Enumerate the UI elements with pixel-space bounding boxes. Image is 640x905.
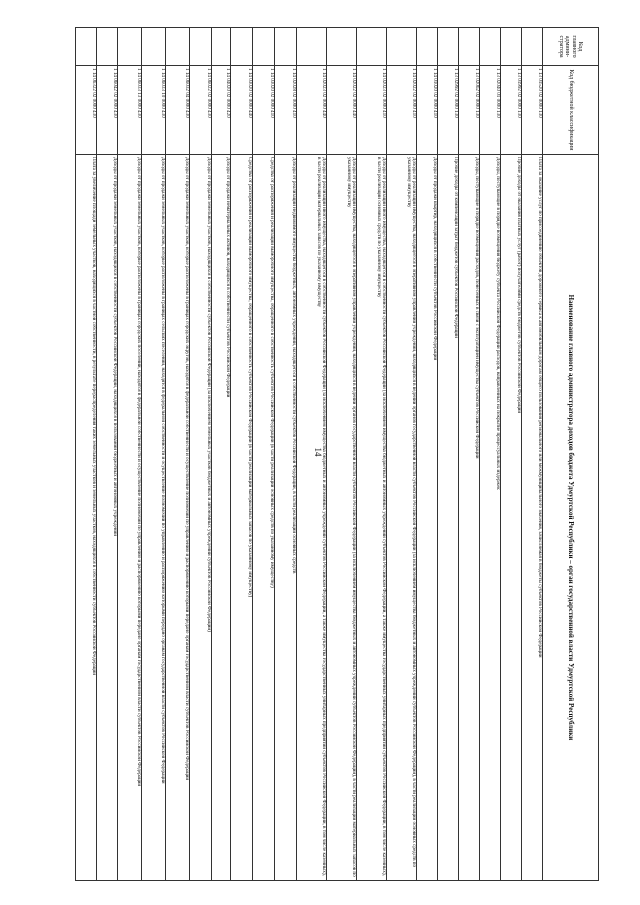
revenue-name-cell: Доходы от продажи земельных участков, которые расположены в границах сельских поселений, находятся в федеральной собственности и осуществление полномочий по управлению и распоряжению которыми передано органам государственной власти субъектов Российской Федерации bbox=[142, 155, 166, 881]
table-row bbox=[166, 28, 190, 881]
admin-code-cell bbox=[357, 28, 387, 66]
page-number: 14 bbox=[313, 447, 323, 457]
table-row bbox=[438, 28, 459, 881]
revenue-codes-table bbox=[75, 27, 599, 881]
revenue-name-cell: Доходы, поступающие в порядке возмещения бюджету субъекта Российской Федерации расходов, направленных на покрытие процессуальных издержек bbox=[480, 155, 501, 881]
revenue-name-cell: Плата за увеличение площади земельных участков, находящихся в частной собственности, в результате перераспределения таких земельных участков и земельных участков, находящихся в собственности субъектов Российской Федерации bbox=[76, 155, 97, 881]
budget-code-cell: 1 14 06042 02 0000 430 bbox=[97, 66, 118, 155]
admin-code-cell bbox=[327, 28, 357, 66]
budget-code-cell: 1 14 06033 13 0000 430 bbox=[118, 66, 142, 155]
header-name: Наименование главного администратора доходов бюджета Удмуртской Республики – орган государственной власти Удмуртской Республики bbox=[543, 155, 599, 881]
budget-code-cell: 1 14 03020 02 0000 410 bbox=[253, 66, 275, 155]
rotated-table-container bbox=[74, 27, 599, 880]
admin-code-cell bbox=[480, 28, 501, 66]
budget-code-cell: 1 14 02023 02 0000 410 bbox=[357, 66, 387, 155]
table-row bbox=[480, 28, 501, 881]
revenue-name-cell: Доходы от реализации иного имущества, находящегося в собственности субъектов Российской Федерации (за исключением имущества бюджетных и автономных учреждений субъектов Российской Федерации, а также имущества государственных унитарных предприятий субъектов Российской Федерации, в том числе казенных), в части реализации основных средств по указанному имуществу bbox=[357, 155, 387, 881]
admin-code-cell bbox=[253, 28, 275, 66]
admin-code-cell bbox=[438, 28, 459, 66]
table-row bbox=[297, 28, 327, 881]
budget-code-cell: 1 13 02992 02 0000 130 bbox=[438, 66, 459, 155]
table-row bbox=[522, 28, 543, 881]
revenue-name-cell: Средства от распоряжения и реализации выморочного имущества, обращенного в собственность субъектов Российской Федерации (в части реализации основных средств по указанному имуществу) bbox=[253, 155, 275, 881]
revenue-name-cell: Средства от распоряжения и реализации выморочного имущества, обращенного в собственность субъектов Российской Федерации (в части реализации материальных запасов по указанному имуществу) bbox=[231, 155, 253, 881]
table-row bbox=[275, 28, 297, 881]
budget-code-cell: 1 13 01992 02 0000 130 bbox=[501, 66, 522, 155]
admin-code-cell bbox=[212, 28, 231, 66]
budget-code-cell: 1 14 03020 02 0000 440 bbox=[231, 66, 253, 155]
table-row bbox=[212, 28, 231, 881]
header-admin-code: Код главного админи-стратора bbox=[543, 28, 599, 66]
budget-code-cell: 1 14 06032 04 0000 430 bbox=[166, 66, 190, 155]
table-row bbox=[253, 28, 275, 881]
admin-code-cell bbox=[387, 28, 417, 66]
revenue-name-cell: Доходы от продажи нематериальных активов, находящихся в собственности субъектов Российской Федерации bbox=[212, 155, 231, 881]
admin-code-cell bbox=[522, 28, 543, 66]
revenue-name-cell: Доходы от продажи земельных участков, которые расположены в границах городских округов, находятся в федеральной собственности и осуществление полномочий по управлению и распоряжению которыми передано органам государственной власти субъектов Российской Федерации bbox=[166, 155, 190, 881]
budget-code-cell: 1 13 01520 02 0000 130 bbox=[522, 66, 543, 155]
admin-code-cell bbox=[118, 28, 142, 66]
table-row bbox=[417, 28, 438, 881]
budget-code-cell: 1 14 06022 02 0000 430 bbox=[190, 66, 212, 155]
admin-code-cell bbox=[459, 28, 480, 66]
table-row bbox=[459, 28, 480, 881]
admin-code-cell bbox=[166, 28, 190, 66]
budget-code-cell: 1 14 02028 02 0000 410 bbox=[275, 66, 297, 155]
table-row bbox=[231, 28, 253, 881]
budget-code-cell: 1 13 02040 01 0000 130 bbox=[480, 66, 501, 155]
admin-code-cell bbox=[297, 28, 327, 66]
admin-code-cell bbox=[142, 28, 166, 66]
table-row bbox=[142, 28, 166, 881]
table-row bbox=[387, 28, 417, 881]
budget-code-cell: 1 14 02023 02 0000 440 bbox=[297, 66, 327, 155]
budget-code-cell: 1 14 02022 02 0000 440 bbox=[327, 66, 357, 155]
budget-code-cell: 1 14 06322 02 0000 430 bbox=[76, 66, 97, 155]
admin-code-cell bbox=[417, 28, 438, 66]
table-row bbox=[97, 28, 118, 881]
admin-code-cell bbox=[97, 28, 118, 66]
revenue-name-cell: Доходы, поступающие в порядке возмещения расходов, понесенных в связи с эксплуатацией имущества субъектов Российской Федерации bbox=[459, 155, 480, 881]
budget-code-cell: 1 13 02062 02 0000 130 bbox=[459, 66, 480, 155]
revenue-name-cell: Прочие доходы от компенсации затрат бюджетов субъектов Российской Федерации bbox=[438, 155, 459, 881]
budget-code-cell: 1 14 06033 10 0000 430 bbox=[142, 66, 166, 155]
table-row bbox=[190, 28, 212, 881]
table-header-row bbox=[543, 28, 599, 881]
table-row bbox=[76, 28, 97, 881]
header-budget-code: Код бюджетной классификации bbox=[543, 66, 599, 155]
revenue-name-cell: Доходы от продажи земельных участков, находящихся в собственности субъектов Российской Федерации (за исключением земельных участков бюджетных и автономных учреждений субъектов Российской Федерации) bbox=[190, 155, 212, 881]
table-row bbox=[501, 28, 522, 881]
revenue-name-cell: Доходы от реализации имущества, находящегося в оперативном управлении учреждений, находящихся в ведении органов государственной власти субъектов Российской Федерации (за исключением имущества бюджетных и автономных учреждений субъектов Российской Федерации), в части реализации основных средств по указанному имуществу bbox=[387, 155, 417, 881]
revenue-name-cell: Доходы от реализации имущества, находящегося в оперативном управлении учреждений, находящихся в ведении органов государственной власти субъектов Российской Федерации (за исключением имущества бюджетных и автономных учреждений субъектов Российской Федерации), в части реализации материальных запасов по указанному имуществу bbox=[327, 155, 357, 881]
admin-code-cell bbox=[190, 28, 212, 66]
budget-code-cell: 1 14 04020 02 0000 420 bbox=[212, 66, 231, 155]
admin-code-cell bbox=[275, 28, 297, 66]
revenue-name-cell: Доходы от реализации иного имущества, находящегося в собственности субъектов Российской Федерации (за исключением имущества бюджетных и автономных учреждений субъектов Российской Федерации, а также имущества государственных унитарных предприятий субъектов Российской Федерации, в том числе казенных), в части реализации материальных запасов по указанному имуществу bbox=[297, 155, 327, 881]
table-row bbox=[327, 28, 357, 881]
budget-code-cell: 1 14 02022 02 0000 410 bbox=[387, 66, 417, 155]
revenue-name-cell: Доходы от продажи земельных участков, которые расположены в границах городских поселений, находятся в федеральной собственности и осуществление полномочий по управлению и распоряжению которыми передано органам государственной власти субъектов Российской Федерации bbox=[118, 155, 142, 881]
table-row bbox=[118, 28, 142, 881]
admin-code-cell bbox=[76, 28, 97, 66]
revenue-name-cell: Доходы от продажи квартир, находящихся в собственности субъектов Российской Федерации bbox=[417, 155, 438, 881]
table-row bbox=[357, 28, 387, 881]
revenue-name-cell: Доходы от реализации недвижимого имущества бюджетных, автономных учреждений, находящегося в собственности субъектов Российской Федерации, в части реализации основных средств bbox=[275, 155, 297, 881]
budget-code-cell: 1 14 01020 02 0000 410 bbox=[417, 66, 438, 155]
revenue-name-cell: Прочие доходы от оказания платных услуг (работ) получателями средств бюджетов субъектов Российской Федерации bbox=[501, 155, 522, 881]
revenue-name-cell: Доходы от продажи земельных участков, находящихся в собственности субъектов Российской Федерации, находящихся в пользовании бюджетных и автономных учреждений bbox=[97, 155, 118, 881]
admin-code-cell bbox=[501, 28, 522, 66]
revenue-name-cell: Плата за оказание услуг по присоединению объектов дорожного сервиса к автомобильным дорогам общего пользования регионального или межмуниципального значения, зачисляемая в бюджеты субъектов Российской Федерации bbox=[522, 155, 543, 881]
admin-code-cell bbox=[231, 28, 253, 66]
